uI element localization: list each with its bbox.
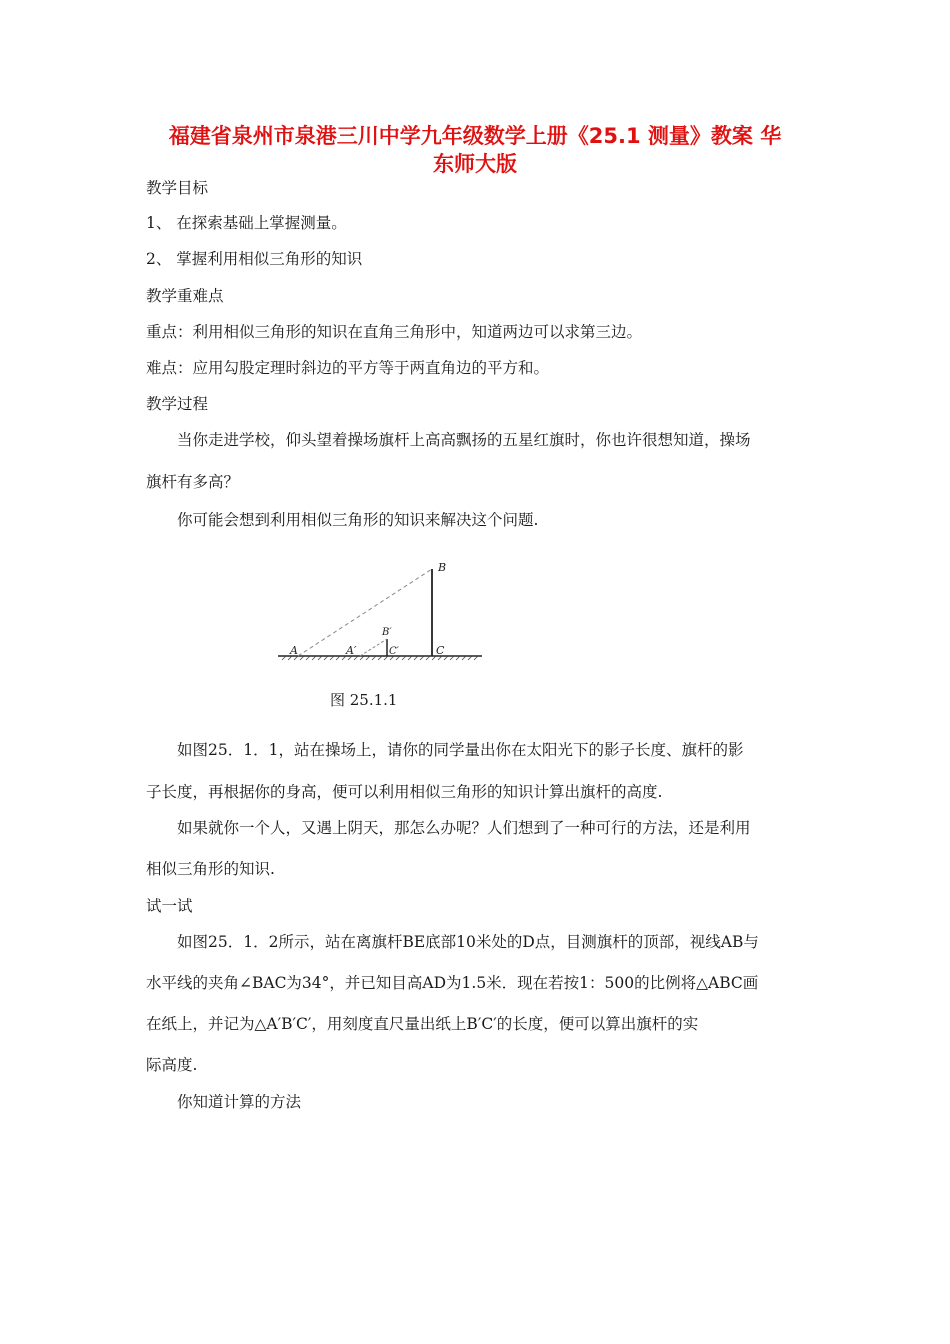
objective-1: 1、 在探索基础上掌握测量。 bbox=[146, 214, 347, 232]
figure-25-1-1 bbox=[276, 555, 488, 665]
process-heading: 教学过程 bbox=[146, 395, 209, 413]
paragraph-4-line-2: 相似三角形的知识. bbox=[146, 860, 275, 878]
difficult-point: 难点：应用勾股定理时斜边的平方等于两直角边的平方和。 bbox=[146, 359, 550, 377]
sight-line-a-prime-b-prime bbox=[360, 639, 387, 656]
sight-line-ab bbox=[298, 569, 432, 656]
key-point: 重点：利用相似三角形的知识在直角三角形中，知道两边可以求第三边。 bbox=[146, 323, 643, 341]
document-title bbox=[140, 122, 810, 178]
paragraph-5-line-3: 在纸上，并记为△A′B′C′，用刻度直尺量出纸上B′C′的长度，便可以算出旗杆的实 bbox=[146, 1015, 699, 1033]
paragraph-2: 你可能会想到利用相似三角形的知识来解决这个问题. bbox=[177, 511, 539, 529]
paragraph-5-line-1: 如图25．1．2所示，站在离旗杆BE底部10米处的D点，目测旗杆的顶部，视线AB与 bbox=[177, 933, 759, 951]
difficulty-heading: 教学重难点 bbox=[146, 287, 224, 305]
paragraph-3-line-1: 如图25．1．1，站在操场上，请你的同学量出你在太阳光下的影子长度、旗杆的影 bbox=[177, 741, 744, 759]
paragraph-5-line-4: 际高度. bbox=[146, 1056, 198, 1074]
paragraph-1-line-2: 旗杆有多高？ bbox=[146, 473, 240, 491]
paragraph-3-line-2: 子长度，再根据你的身高，便可以利用相似三角形的知识计算出旗杆的高度. bbox=[146, 783, 663, 801]
paragraph-4-line-1: 如果就你一个人，又遇上阴天，那怎么办呢？人们想到了一种可行的方法，还是利用 bbox=[177, 819, 751, 837]
label-a-prime: A′ bbox=[346, 644, 357, 657]
label-b: B bbox=[438, 561, 447, 574]
title-line-1: 福建省泉州市泉港三川中学九年级数学上册《25.1 测量》教案 华 bbox=[168, 124, 782, 148]
label-c: C bbox=[436, 644, 445, 657]
paragraph-6: 你知道计算的方法 bbox=[177, 1093, 302, 1111]
label-c-prime: C′ bbox=[389, 646, 399, 657]
try-heading: 试一试 bbox=[146, 897, 193, 915]
title-line-2: 东师大版 bbox=[433, 152, 517, 176]
label-b-prime: B′ bbox=[382, 627, 392, 638]
objective-2: 2、 掌握利用相似三角形的知识 bbox=[146, 250, 363, 268]
label-a: A bbox=[290, 644, 298, 657]
figure-caption: 图 25.1.1 bbox=[330, 691, 398, 709]
paragraph-5-line-2: 水平线的夹角∠BAC为34°，并已知目高AD为1.5米．现在若按1：500的比例将△ABC画 bbox=[146, 974, 759, 992]
paragraph-1-line-1: 当你走进学校，仰头望着操场旗杆上高高飘扬的五星红旗时，你也许很想知道，操场 bbox=[177, 431, 751, 449]
objectives-heading: 教学目标 bbox=[146, 179, 209, 197]
